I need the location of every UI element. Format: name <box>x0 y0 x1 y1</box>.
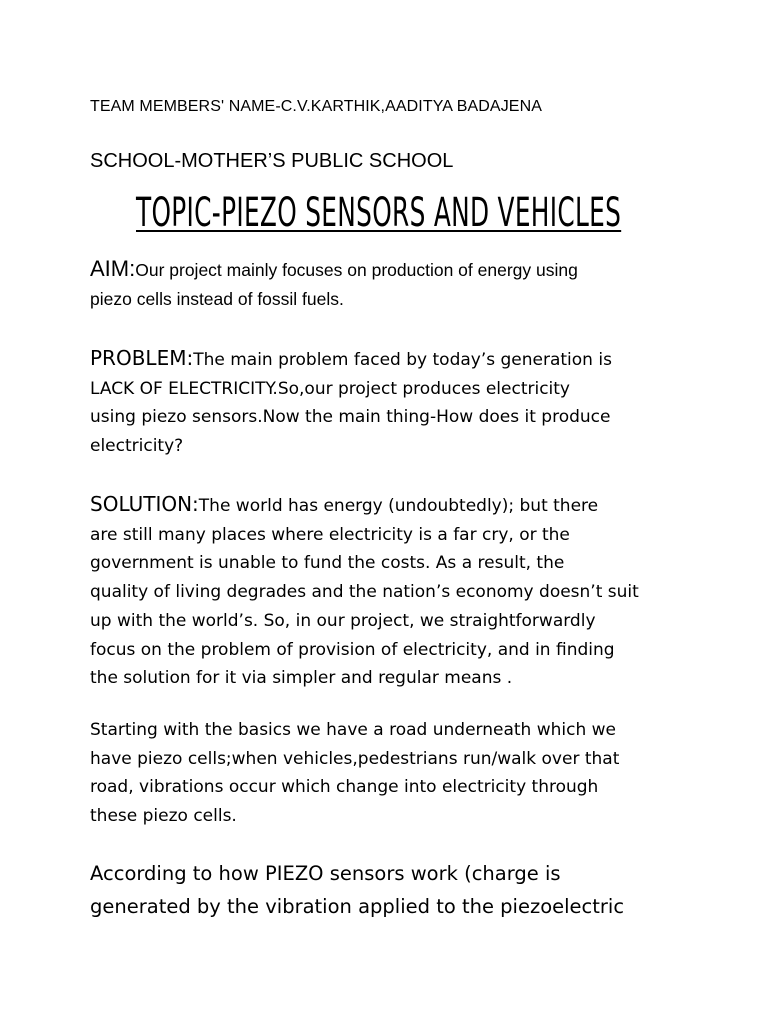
solution-line: government is unable to fund the costs. As a result, the <box>90 553 565 574</box>
solution-line: quality of living degrades and the nation’s economy doesn’t suit <box>90 582 639 603</box>
according-line: According to how PIEZO sensors work (charge is <box>90 862 561 885</box>
solution-line: up with the world’s. So, in our project, we straightforwardly <box>90 610 596 631</box>
solution-paragraph <box>90 490 690 693</box>
starting-line: road, vibrations occur which change into electricity through <box>90 777 599 798</box>
aim-paragraph <box>90 254 690 314</box>
team-members-line: TEAM MEMBERS' NAME-C.V.KARTHIK,AADITYA BADAJENA <box>90 98 542 115</box>
starting-paragraph <box>90 716 690 831</box>
solution-label: SOLUTION: <box>90 492 199 516</box>
aim-label: AIM: <box>90 256 136 281</box>
starting-line: have piezo cells;when vehicles,pedestrians run/walk over that <box>90 748 620 769</box>
solution-line: The world has energy (undoubtedly); but there <box>198 496 599 516</box>
school-line: SCHOOL-MOTHER’S PUBLIC SCHOOL <box>90 150 454 172</box>
problem-label: PROBLEM: <box>90 346 194 370</box>
solution-line: focus on the problem of provision of electricity, and in finding <box>90 639 615 660</box>
topic-heading: TOPIC-PIEZO SENSORS AND VEHICLES <box>136 190 622 236</box>
problem-paragraph <box>90 344 690 461</box>
problem-line: electricity? <box>90 436 184 457</box>
problem-line: LACK OF ELECTRICITY.So,our project produces electricity <box>90 378 570 399</box>
aim-line: Our project mainly focuses on production of energy using <box>135 260 578 280</box>
solution-line: are still many places where electricity is a far cry, or the <box>90 524 570 545</box>
starting-line: these piezo cells. <box>90 806 237 827</box>
problem-line: The main problem faced by today’s generation is <box>193 350 612 370</box>
aim-line: piezo cells instead of fossil fuels. <box>90 289 344 309</box>
solution-line: the solution for it via simpler and regular means . <box>90 668 513 689</box>
according-paragraph <box>90 857 690 923</box>
problem-line: using piezo sensors.Now the main thing-How does it produce <box>90 407 611 428</box>
according-line: generated by the vibration applied to the piezoelectric <box>90 895 625 918</box>
starting-line: Starting with the basics we have a road underneath which we <box>90 720 616 740</box>
